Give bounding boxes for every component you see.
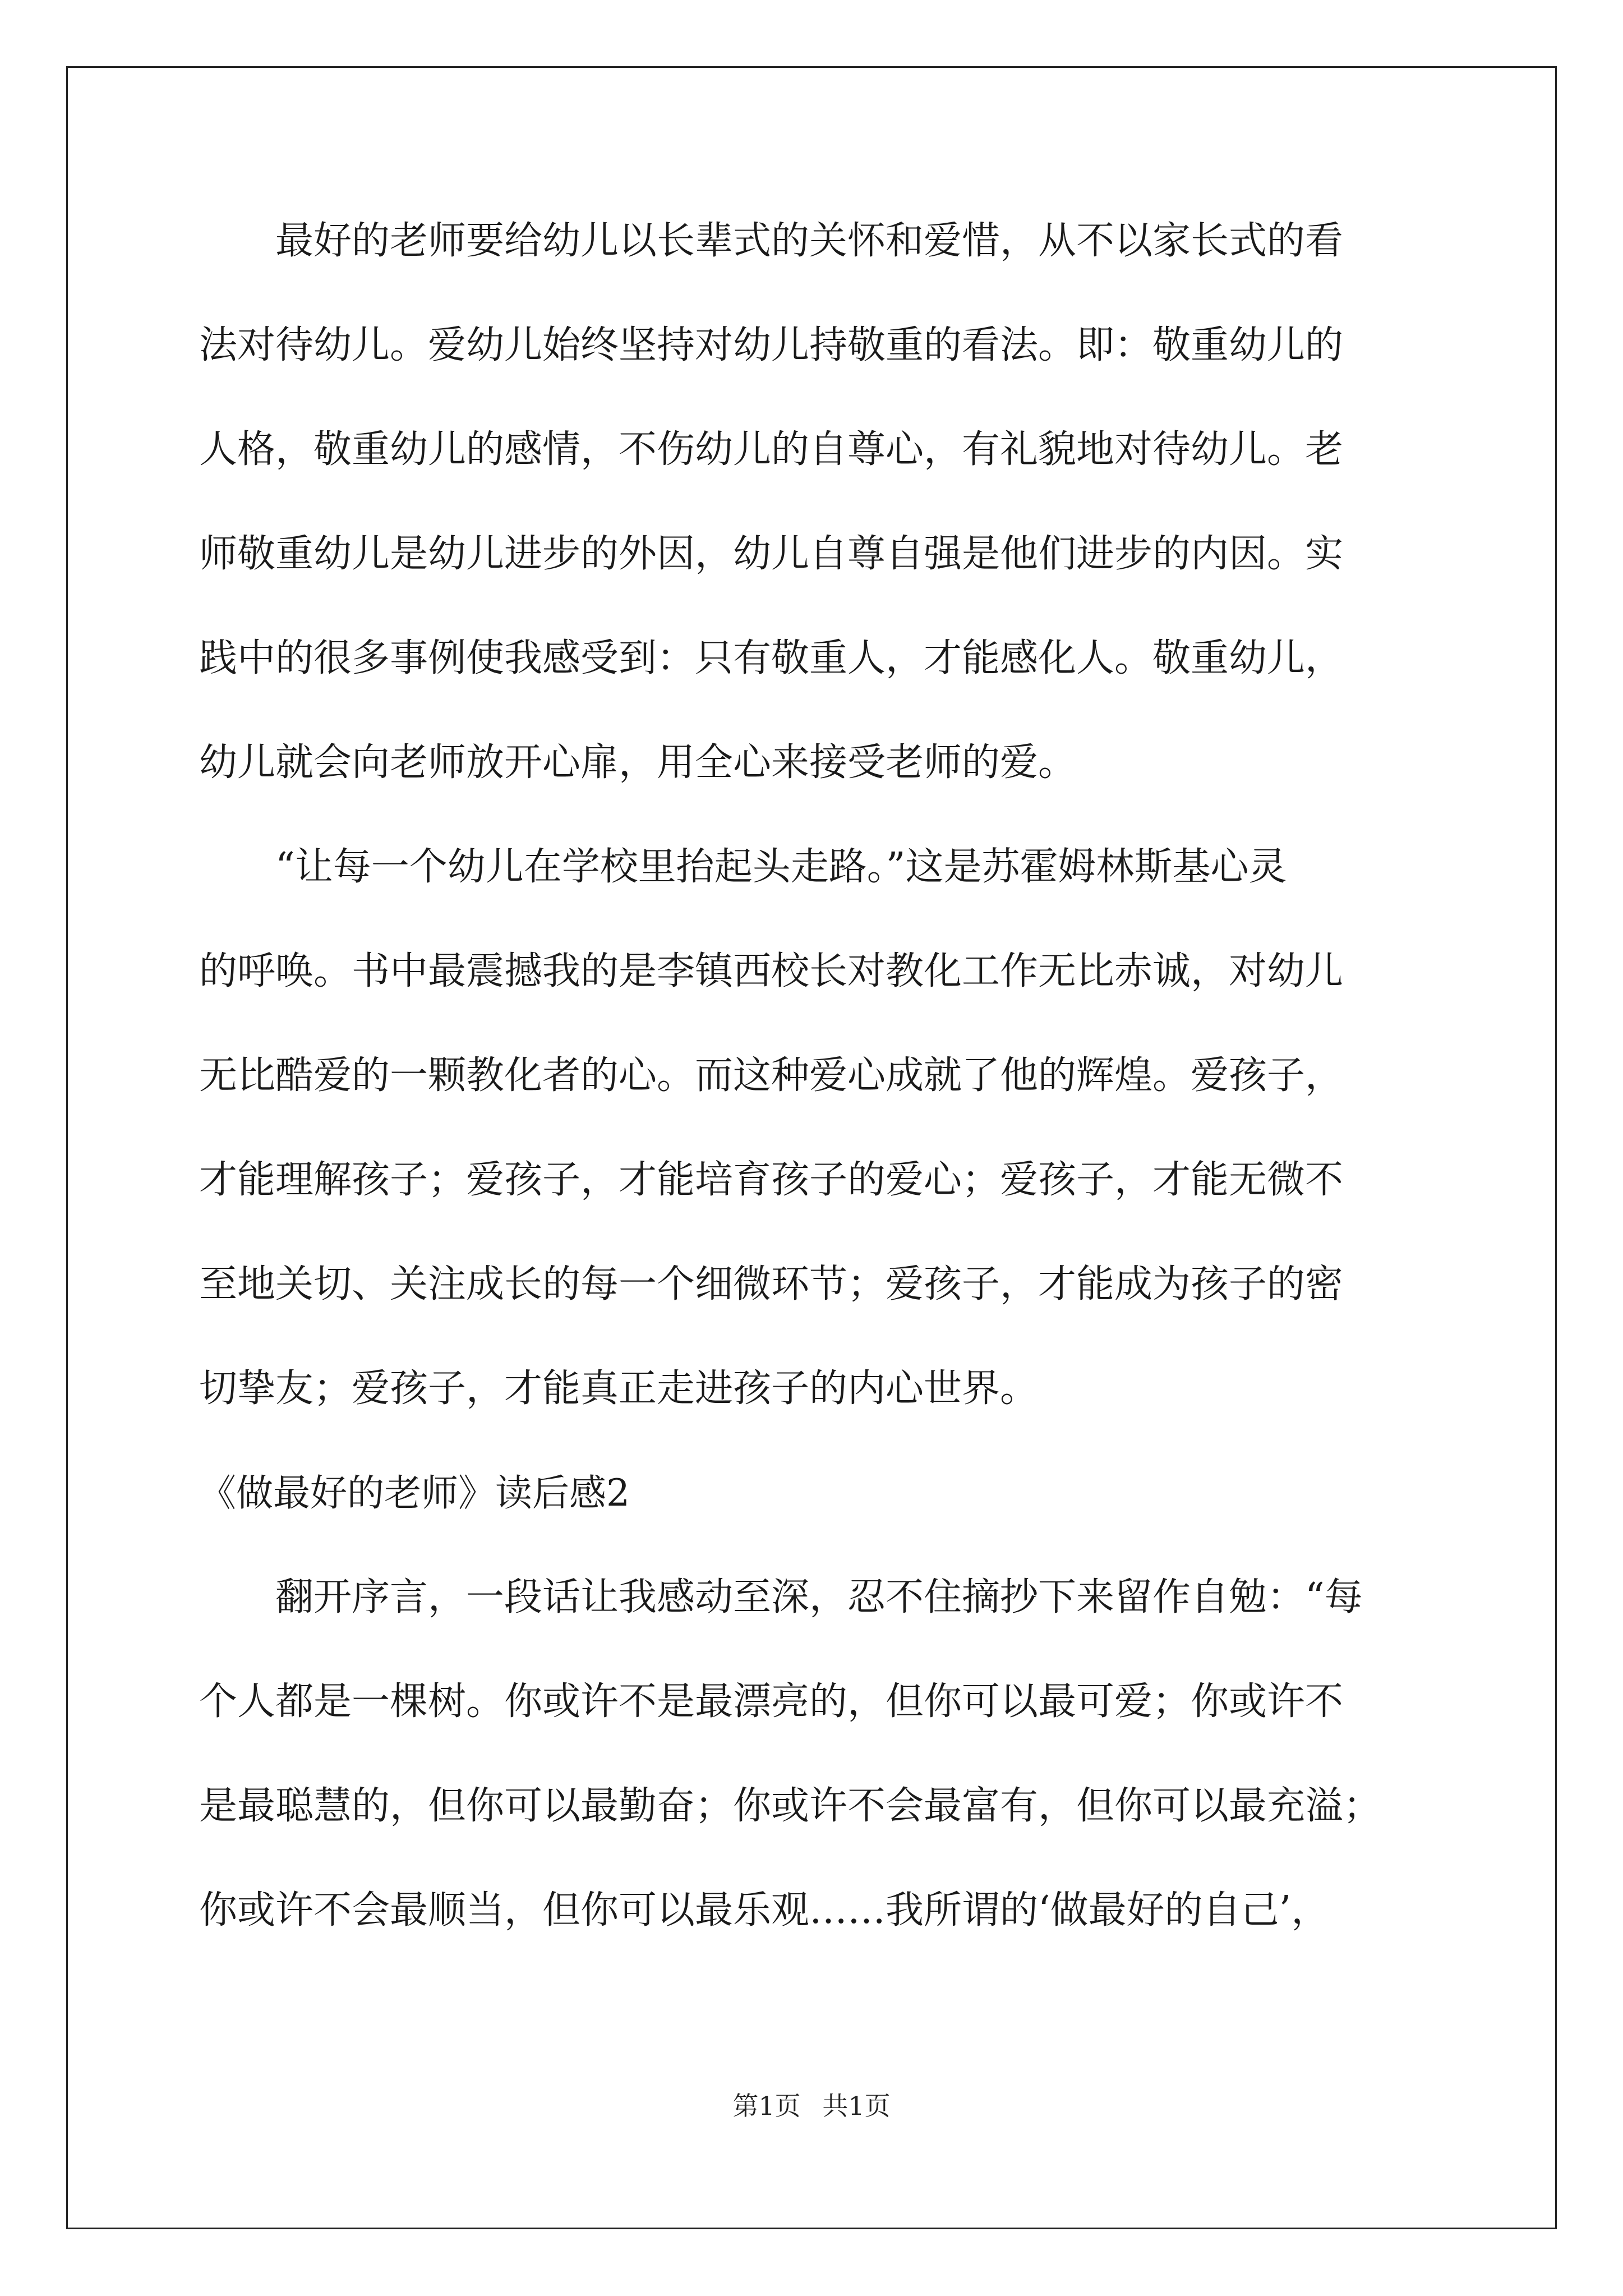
page-footer <box>0 2086 1623 2123</box>
paragraph-line: 践中的很多事例使我感受到：只有敬重人，才能感化人。敬重幼儿， <box>199 636 1344 680</box>
paragraph-line: 才能理解孩子；爱孩子，才能培育孩子的爱心；爱孩子，才能无微不 <box>199 1158 1344 1202</box>
paragraph-line: 个人都是一棵树。你或许不是最漂亮的，但你可以最可爱；你或许不 <box>199 1680 1344 1724</box>
section-heading: 《做最好的老师》读后感2 <box>199 1471 630 1515</box>
paragraph-line: 切挚友；爱孩子，才能真正走进孩子的内心世界。 <box>199 1366 1039 1411</box>
paragraph-line: 师敬重幼儿是幼儿进步的外因，幼儿自尊自强是他们进步的内因。实 <box>199 532 1344 576</box>
paragraph-line: 人格，敬重幼儿的感情，不伤幼儿的自尊心，有礼貌地对待幼儿。老 <box>199 427 1344 472</box>
paragraph-line: 你或许不会最顺当，但你可以最乐观……我所谓的‘做最好的自己’， <box>199 1888 1330 1932</box>
paragraph-line: 翻开序言，一段话让我感动至深，忍不住摘抄下来留作自勉：“每 <box>275 1575 1363 1619</box>
page-total: 共1页 <box>822 2091 891 2121</box>
paragraph-line: 法对待幼儿。爱幼儿始终坚持对幼儿持敬重的看法。即：敬重幼儿的 <box>199 323 1344 367</box>
paragraph-line: 幼儿就会向老师放开心扉，用全心来接受老师的爱。 <box>199 740 1077 785</box>
page-number: 第1页 <box>732 2091 801 2121</box>
paragraph-line: 最好的老师要给幼儿以长辈式的关怀和爱惜，从不以家长式的看 <box>275 219 1344 263</box>
paragraph-line: 是最聪慧的，但你可以最勤奋；你或许不会最富有，但你可以最充溢； <box>199 1784 1382 1828</box>
paragraph-line: 至地关切、关注成长的每一个细微环节；爱孩子，才能成为孩子的密 <box>199 1262 1344 1306</box>
paragraph-line: 的呼唤。书中最震撼我的是李镇西校长对教化工作无比赤诚，对幼儿 <box>199 949 1344 993</box>
paragraph-line: “让每一个幼儿在学校里抬起头走路。”这是苏霍姆林斯基心灵 <box>275 845 1287 889</box>
paragraph-line: 无比酷爱的一颗教化者的心。而这种爱心成就了他的辉煌。爱孩子， <box>199 1053 1344 1098</box>
